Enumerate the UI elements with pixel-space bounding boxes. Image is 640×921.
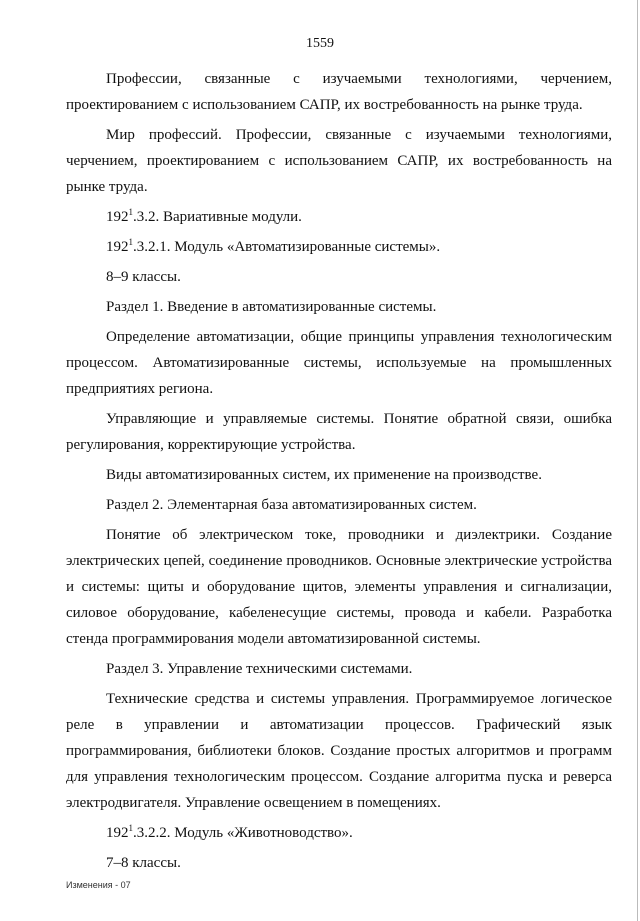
- page-number: 1559: [306, 36, 334, 51]
- section-title: .3.2.2. Модуль «Животноводство».: [133, 825, 353, 841]
- paragraph-world-of-professions: Мир профессий. Профессии, связанные с изучаемыми технологиями, черчением, проектированием с использованием САПР, их востребованность на рынке труда.: [66, 127, 612, 195]
- paragraph-professions: Профессии, связанные с изучаемыми технологиями, черчением, проектированием с использованием САПР, их востребованность на рынке труда.: [66, 71, 612, 113]
- section-title: .3.2.1. Модуль «Автоматизированные системы».: [133, 239, 441, 255]
- section-number-superscript: 1: [128, 237, 133, 247]
- section-heading-automated-systems: [66, 234, 612, 260]
- paragraph-automation-definition: Определение автоматизации, общие принципы управления технологическим процессом. Автоматизированные системы, используемые на промышленных предприятиях региона.: [66, 329, 612, 397]
- part-2-heading: Раздел 2. Элементарная база автоматизированных систем.: [106, 497, 477, 513]
- paragraph-control-systems: Управляющие и управляемые системы. Понятие обратной связи, ошибка регулирования, корректирующие устройства.: [66, 411, 612, 453]
- document-body: [66, 66, 612, 880]
- grade-range: 7–8 классы.: [106, 855, 181, 871]
- section-heading-variative-modules: [66, 204, 612, 230]
- section-number-superscript: 1: [128, 207, 133, 217]
- paragraph-control-tools: Технические средства и системы управления. Программируемое логическое реле в управлении и автоматизации процессов. Графический язык программирования, библиотеки блоков. Создание простых алгоритмов и программ для управления технологическим процессом. Создание алгоритма пуска и реверса электродвигателя. Управление освещением в помещениях.: [66, 691, 612, 811]
- paragraph-electric-current: Понятие об электрическом токе, проводники и диэлектрики. Создание электрических цепей, соединение проводников. Основные электрические устройства и системы: щиты и оборудование щитов, элементы управления и сигнализации, силовое оборудование, кабеленесущие системы, провода и кабели. Разработка стенда программирования модели автоматизированной системы.: [66, 527, 612, 647]
- section-heading-livestock: [66, 820, 612, 846]
- section-number-superscript: 1: [128, 823, 133, 833]
- section-title: .3.2. Вариативные модули.: [133, 209, 302, 225]
- grade-range: 8–9 классы.: [106, 269, 181, 285]
- scan-edge-line: [637, 0, 638, 921]
- part-3-heading: Раздел 3. Управление техническими системами.: [106, 661, 413, 677]
- footer-revision-note: Изменения - 07: [66, 880, 131, 890]
- section-number: 192: [106, 825, 129, 841]
- part-1-heading: Раздел 1. Введение в автоматизированные системы.: [106, 299, 437, 315]
- section-number: 192: [106, 209, 129, 225]
- section-number: 192: [106, 239, 129, 255]
- paragraph-system-types: Виды автоматизированных систем, их применение на производстве.: [106, 467, 542, 483]
